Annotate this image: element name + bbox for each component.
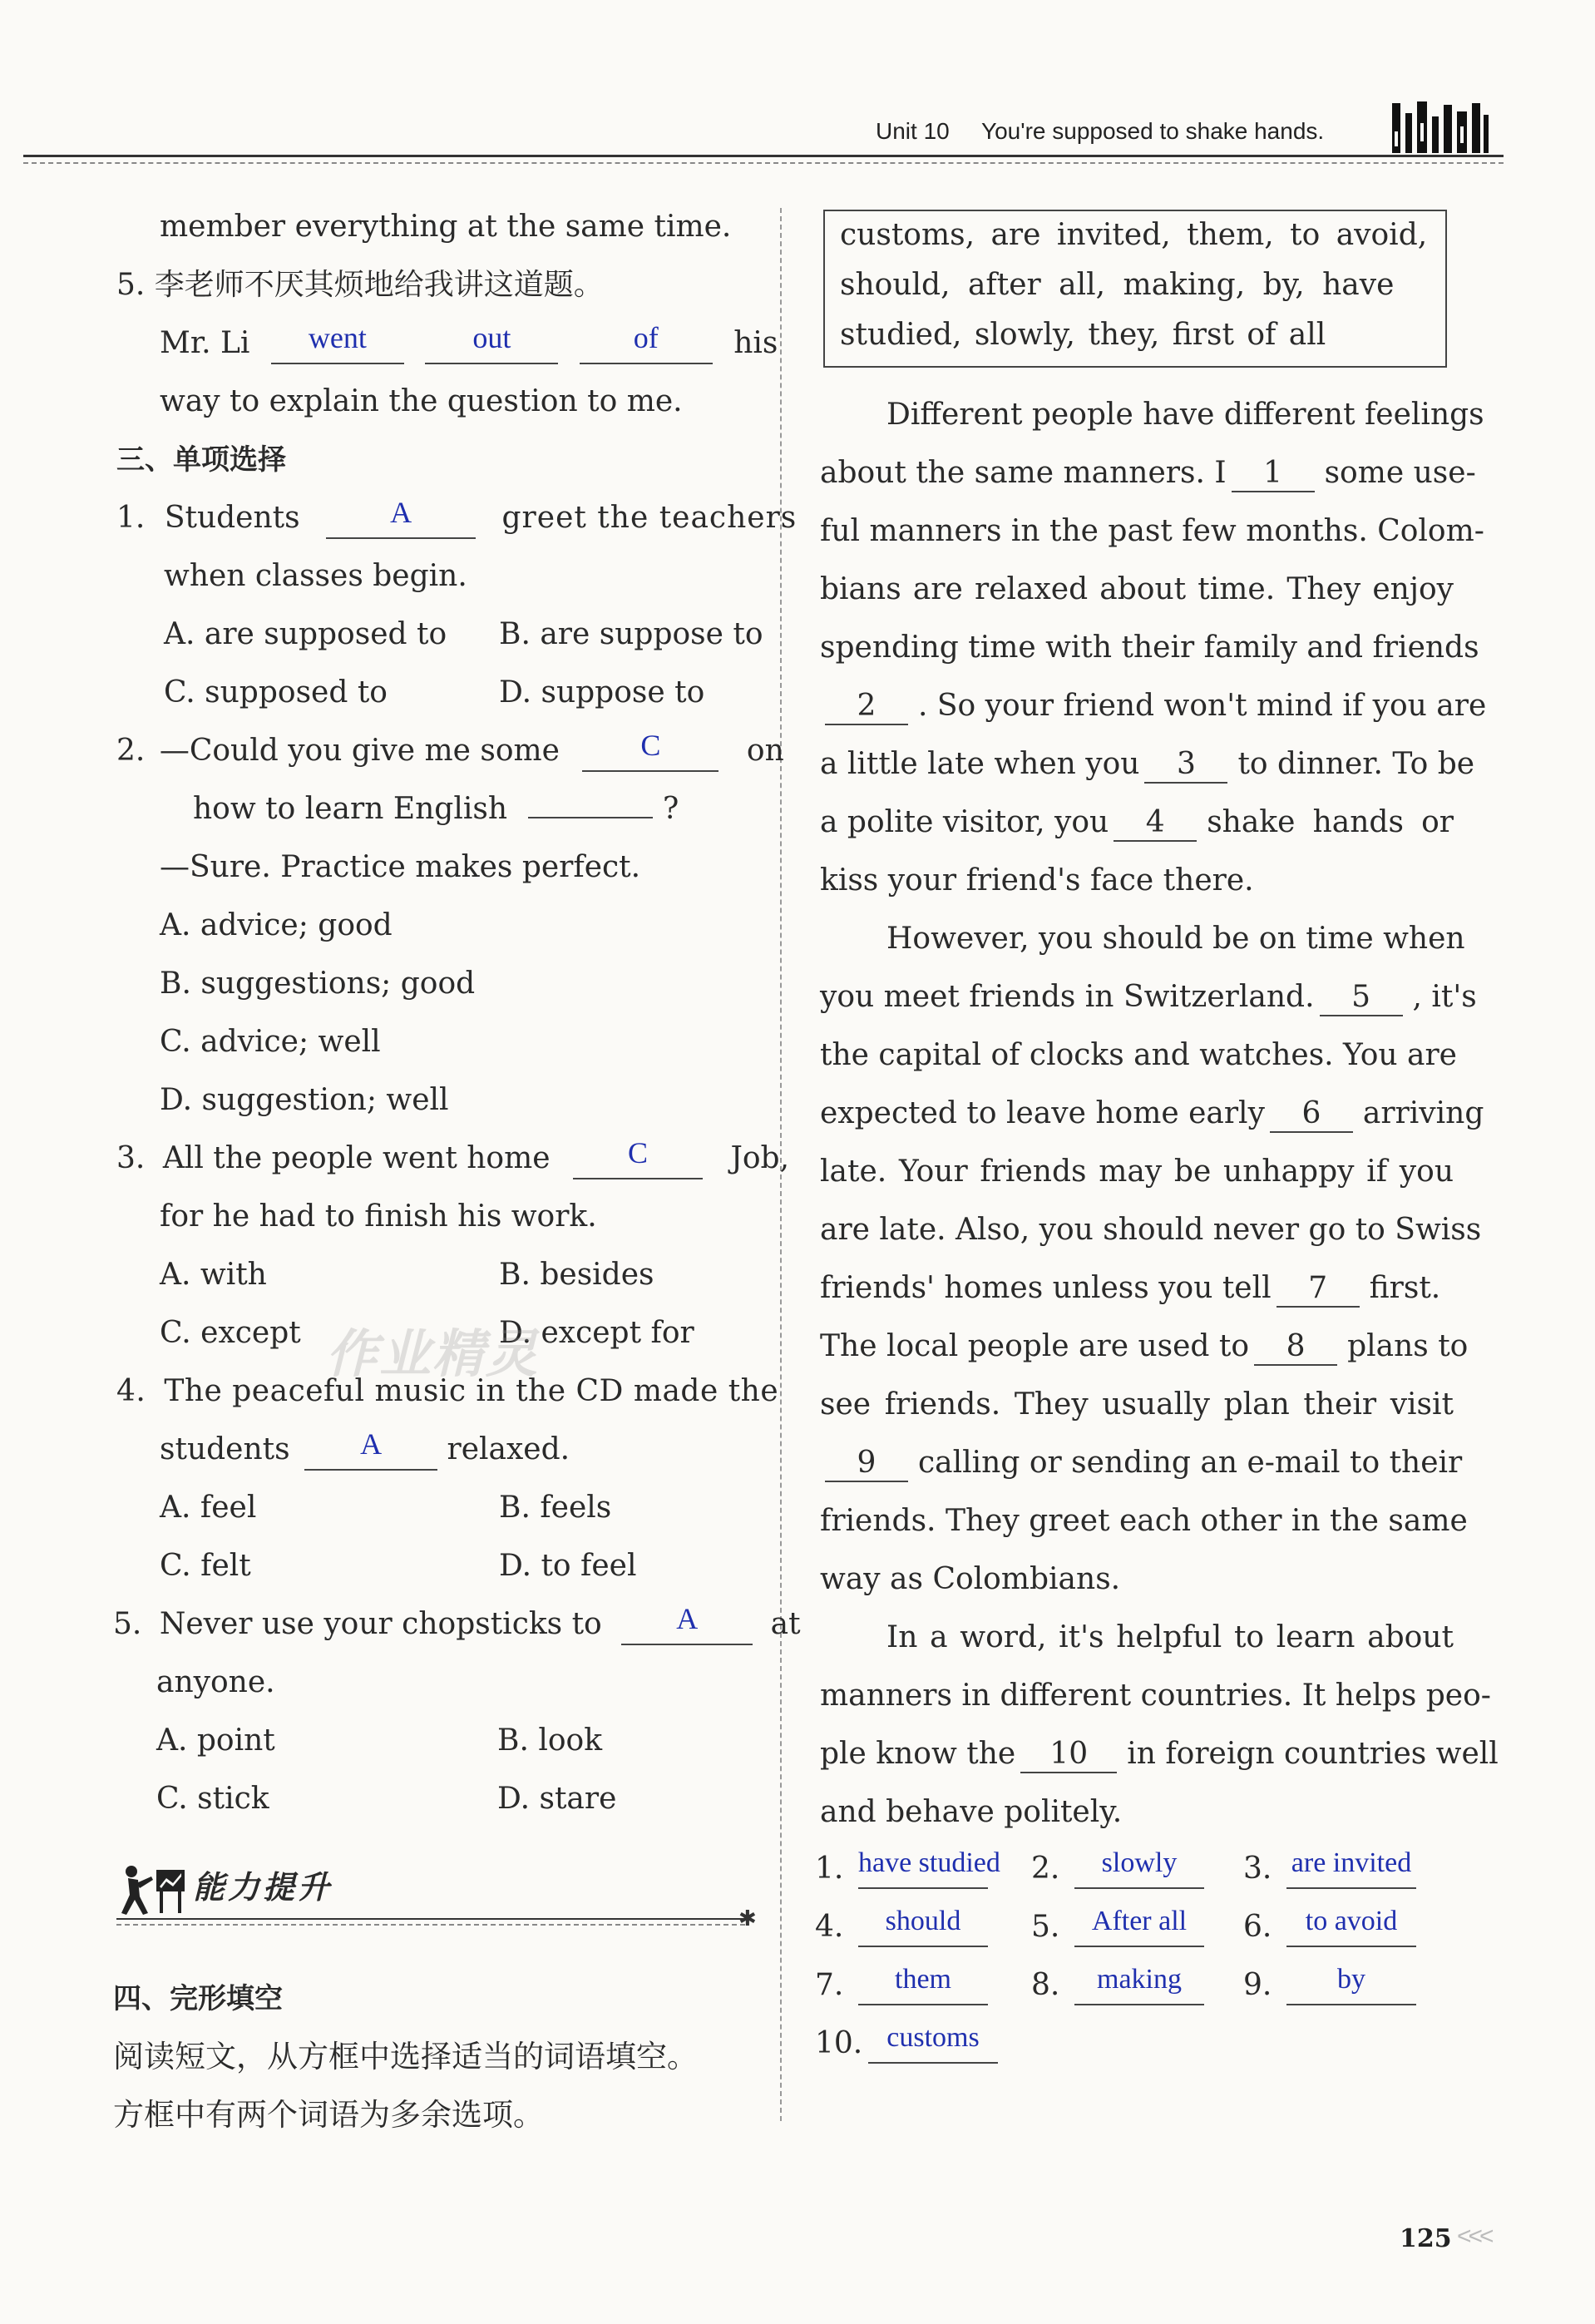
cloze-blank-3[interactable]: 3	[1144, 745, 1227, 784]
answer-blank[interactable]	[304, 1427, 437, 1471]
answer-blank[interactable]	[573, 1136, 703, 1179]
option[interactable]: B. look	[497, 1723, 603, 1758]
handwritten-answer: customs	[886, 2022, 980, 2053]
mc-text: —Could you give me some	[159, 734, 560, 768]
option[interactable]: D. to feel	[499, 1549, 637, 1583]
option[interactable]: D. except for	[499, 1316, 694, 1350]
handwritten-answer: slowly	[1101, 1847, 1178, 1878]
mc-text: relaxed.	[447, 1432, 570, 1466]
answer-blank[interactable]	[868, 2022, 998, 2064]
handwritten-answer: have studied	[858, 1847, 1000, 1878]
option[interactable]: B. besides	[499, 1258, 654, 1292]
mc-text: how to learn English	[193, 792, 508, 826]
mc-number: 3.	[116, 1141, 146, 1175]
option[interactable]: C. stick	[156, 1782, 269, 1816]
passage-text: friends. They greet each other in the same	[820, 1504, 1468, 1538]
watermark: 作业精灵	[326, 1323, 540, 1384]
handwritten-answer: C	[640, 729, 661, 762]
ability-title: 能力提升	[193, 1869, 333, 1906]
passage-line	[820, 1434, 1463, 1492]
answer-blank[interactable]	[1074, 1964, 1204, 2005]
passage-line	[820, 561, 1454, 619]
passage-line	[820, 910, 1465, 968]
passage-line	[820, 386, 1484, 444]
option[interactable]: C. felt	[160, 1549, 251, 1583]
passage-line	[820, 502, 1484, 561]
answer-item	[815, 1898, 988, 1956]
passage-line	[820, 1143, 1454, 1201]
cloze-blank-10[interactable]: 10	[1020, 1735, 1117, 1773]
handwritten-answer: A	[390, 496, 412, 529]
page-number: 125	[1400, 2224, 1452, 2253]
answer-blank[interactable]	[580, 321, 713, 364]
piano-keys-icon	[1390, 98, 1490, 156]
handwritten-answer: them	[895, 1964, 951, 1995]
continued-line: member everything at the same time.	[160, 210, 732, 244]
handwritten-answer: After all	[1091, 1906, 1188, 1936]
passage-text: you meet friends in Switzerland.	[820, 980, 1315, 1014]
passage-text: a little late when you	[820, 747, 1140, 781]
passage-line	[820, 1026, 1457, 1085]
q5-chinese: 5. 李老师不厌其烦地给我讲这道题。	[116, 268, 604, 302]
cloze-blank-6[interactable]: 6	[1270, 1095, 1353, 1133]
passage-text: some use-	[1324, 456, 1476, 490]
answer-number: 6.	[1243, 1910, 1272, 1944]
option[interactable]: D. suggestion; well	[160, 1083, 449, 1117]
mc-number: 1.	[116, 501, 146, 535]
passage-text: the capital of clocks and watches. You are	[820, 1038, 1457, 1072]
cloze-blank-8[interactable]: 8	[1254, 1328, 1337, 1366]
passage-text: and behave politely.	[820, 1795, 1123, 1829]
option[interactable]: A. feel	[160, 1491, 257, 1525]
handwritten-answer: of	[633, 321, 659, 354]
mc-text: All the people went home	[162, 1141, 551, 1175]
handwritten-answer: C	[627, 1136, 648, 1169]
answer-number: 9.	[1243, 1968, 1272, 2002]
answer-item	[1031, 1898, 1204, 1956]
handwritten-answer: went	[308, 321, 367, 354]
section3-title: 三、单项选择	[116, 443, 286, 477]
word-box	[823, 210, 1447, 368]
option[interactable]: D. stare	[497, 1782, 617, 1816]
passage-line	[820, 1085, 1484, 1143]
passage-line	[820, 1725, 1499, 1783]
instructions: 方框中有两个词语为多余选项。	[113, 2097, 544, 2133]
page-arrows: <<<	[1457, 2223, 1491, 2250]
passage-line	[820, 852, 1454, 910]
mc-number: 2.	[116, 734, 146, 768]
mc-text: students	[160, 1432, 290, 1466]
answer-blank[interactable]	[425, 321, 558, 364]
answer-blank[interactable]	[528, 780, 653, 818]
passage-line	[820, 794, 1454, 852]
option[interactable]: A. are supposed to	[164, 617, 447, 651]
passage-text: , it's	[1412, 980, 1477, 1014]
q5-english-line	[160, 314, 778, 373]
passage-text: Different people have different feelings	[886, 398, 1484, 432]
passage-text: manners in different countries. It helps peo-	[820, 1679, 1491, 1713]
answer-blank[interactable]	[1074, 1906, 1204, 1947]
answer-blank[interactable]	[1286, 1847, 1416, 1889]
passage-text: way as Colombians.	[820, 1562, 1121, 1596]
banner-rule-dashed	[116, 1924, 745, 1926]
answer-item	[1243, 1840, 1416, 1898]
climbing-figure-icon	[115, 1862, 191, 1916]
header-unit: Unit 10	[876, 118, 950, 144]
answer-item	[815, 2015, 998, 2073]
header-rule-dashed	[23, 162, 1504, 164]
passage-text: first.	[1369, 1271, 1441, 1305]
mc-text: The peaceful music in the CD made the	[164, 1374, 779, 1408]
handwritten-answer: should	[885, 1906, 961, 1936]
mc-number: 5.	[113, 1607, 142, 1641]
option[interactable]: A. advice; good	[160, 908, 393, 942]
passage-text: However, you should be on time when	[886, 922, 1465, 956]
passage-text: spending time with their family and friends	[820, 630, 1479, 665]
passage-line	[820, 1318, 1469, 1376]
handwritten-answer: by	[1337, 1964, 1365, 1995]
answer-blank[interactable]	[271, 321, 404, 364]
option[interactable]: B. suggestions; good	[160, 967, 476, 1001]
passage-text: arriving	[1362, 1096, 1484, 1130]
handwritten-answer: A	[360, 1427, 383, 1461]
answer-number: 8.	[1031, 1968, 1060, 2002]
passage-text: The local people are used to	[820, 1329, 1250, 1363]
option[interactable]: C. supposed to	[164, 675, 388, 710]
answer-blank[interactable]	[326, 496, 476, 539]
option[interactable]: A. with	[160, 1258, 267, 1292]
mc-text: —Sure. Practice makes perfect.	[160, 850, 641, 884]
section4-title: 四、完形填空	[113, 1982, 283, 2015]
passage-line	[820, 444, 1476, 502]
passage-text: . So your friend won't mind if you are	[918, 689, 1487, 723]
option[interactable]: C. except	[160, 1316, 301, 1350]
answer-number: 4.	[815, 1910, 844, 1944]
passage-text: about the same manners. I	[820, 456, 1227, 490]
mc-text: anyone.	[156, 1665, 275, 1699]
mc-text: when classes begin.	[164, 559, 467, 593]
option[interactable]: A. point	[156, 1723, 275, 1758]
mc-text: on	[746, 734, 784, 768]
answer-item	[1031, 1840, 1204, 1898]
word-box-line: customs, are invited, them, to avoid,	[840, 218, 1428, 252]
cloze-blank-4[interactable]: 4	[1114, 804, 1197, 842]
option[interactable]: B. feels	[499, 1491, 612, 1525]
answer-blank[interactable]	[858, 1964, 988, 2005]
star-icon: ✱	[738, 1906, 757, 1931]
cloze-blank-9[interactable]: 9	[825, 1444, 908, 1482]
passage-line	[820, 1492, 1468, 1550]
passage-text: In a word, it's helpful to learn about	[886, 1620, 1454, 1654]
mc-text: for he had to finish his work.	[160, 1199, 597, 1234]
mc-text: greet the teachers	[501, 501, 798, 535]
answer-blank[interactable]	[621, 1602, 753, 1645]
answer-item	[1031, 1956, 1204, 2015]
word-box-line: studied, slowly, they, first of all	[840, 318, 1326, 352]
answer-blank[interactable]	[582, 729, 718, 772]
answer-number: 2.	[1031, 1852, 1060, 1886]
answer-number: 1.	[815, 1852, 844, 1886]
passage-line	[820, 1259, 1454, 1318]
mc-text: at	[770, 1607, 801, 1641]
passage-line	[820, 735, 1475, 794]
option[interactable]: C. advice; well	[160, 1025, 381, 1059]
answer-item	[1243, 1956, 1416, 2015]
answer-blank[interactable]	[1074, 1847, 1204, 1889]
passage-text: late. Your friends may be unhappy if you	[820, 1155, 1454, 1189]
passage-text: a polite visitor, you	[820, 805, 1109, 839]
answer-number: 5.	[1031, 1910, 1060, 1944]
q5-start: Mr. Li	[160, 326, 250, 360]
passage-text: are late. Also, you should never go to Swiss	[820, 1213, 1482, 1247]
mc-text: Job,	[730, 1141, 790, 1175]
handwritten-answer: A	[676, 1602, 699, 1635]
q5-tail: his	[733, 326, 778, 360]
answer-number: 7.	[815, 1968, 844, 2002]
answer-number: 10.	[815, 2026, 863, 2060]
passage-line	[820, 968, 1477, 1026]
passage-line	[820, 1550, 1454, 1609]
banner-rule	[116, 1918, 745, 1920]
passage-text: to dinner. To be	[1237, 747, 1475, 781]
passage-text: bians are relaxed about time. They enjoy	[820, 572, 1454, 606]
cloze-blank-7[interactable]: 7	[1276, 1269, 1360, 1308]
passage-line	[820, 619, 1479, 677]
cloze-blank-5[interactable]: 5	[1320, 978, 1403, 1016]
cloze-blank-2[interactable]: 2	[825, 687, 908, 725]
passage-text: in foreign countries well	[1127, 1737, 1499, 1771]
answer-number: 3.	[1243, 1852, 1272, 1886]
passage-line	[820, 677, 1487, 735]
header-rule	[23, 155, 1504, 157]
answer-item	[815, 1956, 988, 2015]
word-box-line: should, after all, making, by, have	[840, 268, 1395, 302]
passage-line	[820, 1609, 1454, 1667]
mc-text: Students	[164, 501, 300, 535]
instructions: 阅读短文，从方框中选择适当的词语填空。	[113, 2039, 698, 2074]
answer-blank[interactable]	[1286, 1906, 1416, 1947]
cloze-blank-1[interactable]: 1	[1232, 454, 1315, 492]
option[interactable]: D. suppose to	[499, 675, 705, 710]
answer-item	[1243, 1898, 1416, 1956]
passage-line	[820, 1667, 1491, 1725]
option[interactable]: B. are suppose to	[499, 617, 763, 651]
passage-line	[820, 1783, 1454, 1842]
mc-text: Never use your chopsticks to	[159, 1607, 602, 1641]
handwritten-answer: making	[1097, 1964, 1182, 1995]
passage-text: plans to	[1347, 1329, 1469, 1363]
passage-line	[820, 1376, 1454, 1434]
passage-text: ple know the	[820, 1737, 1016, 1771]
q5-line2: way to explain the question to me.	[160, 384, 683, 418]
passage-text: see friends. They usually plan their visit	[820, 1387, 1454, 1422]
passage-text: expected to leave home early	[820, 1096, 1265, 1130]
mc-text: ?	[662, 792, 679, 826]
header-title: You're supposed to shake hands.	[981, 118, 1325, 144]
passage-text: shake hands or	[1207, 805, 1454, 839]
passage-line	[820, 1201, 1482, 1259]
answer-blank[interactable]	[1286, 1964, 1416, 2005]
answer-blank[interactable]	[858, 1906, 988, 1947]
passage-text: calling or sending an e-mail to their	[918, 1446, 1463, 1480]
passage-text: friends' homes unless you tell	[820, 1271, 1272, 1305]
handwritten-answer: are invited	[1291, 1847, 1412, 1878]
answer-item	[815, 1840, 1000, 1898]
passage-text: kiss your friend's face there.	[820, 863, 1254, 897]
handwritten-answer: out	[472, 321, 511, 354]
answer-blank[interactable]	[858, 1847, 1000, 1889]
handwritten-answer: to avoid	[1305, 1906, 1398, 1936]
passage-text: ful manners in the past few months. Colom-	[820, 514, 1484, 548]
mc-number: 4.	[116, 1374, 146, 1408]
